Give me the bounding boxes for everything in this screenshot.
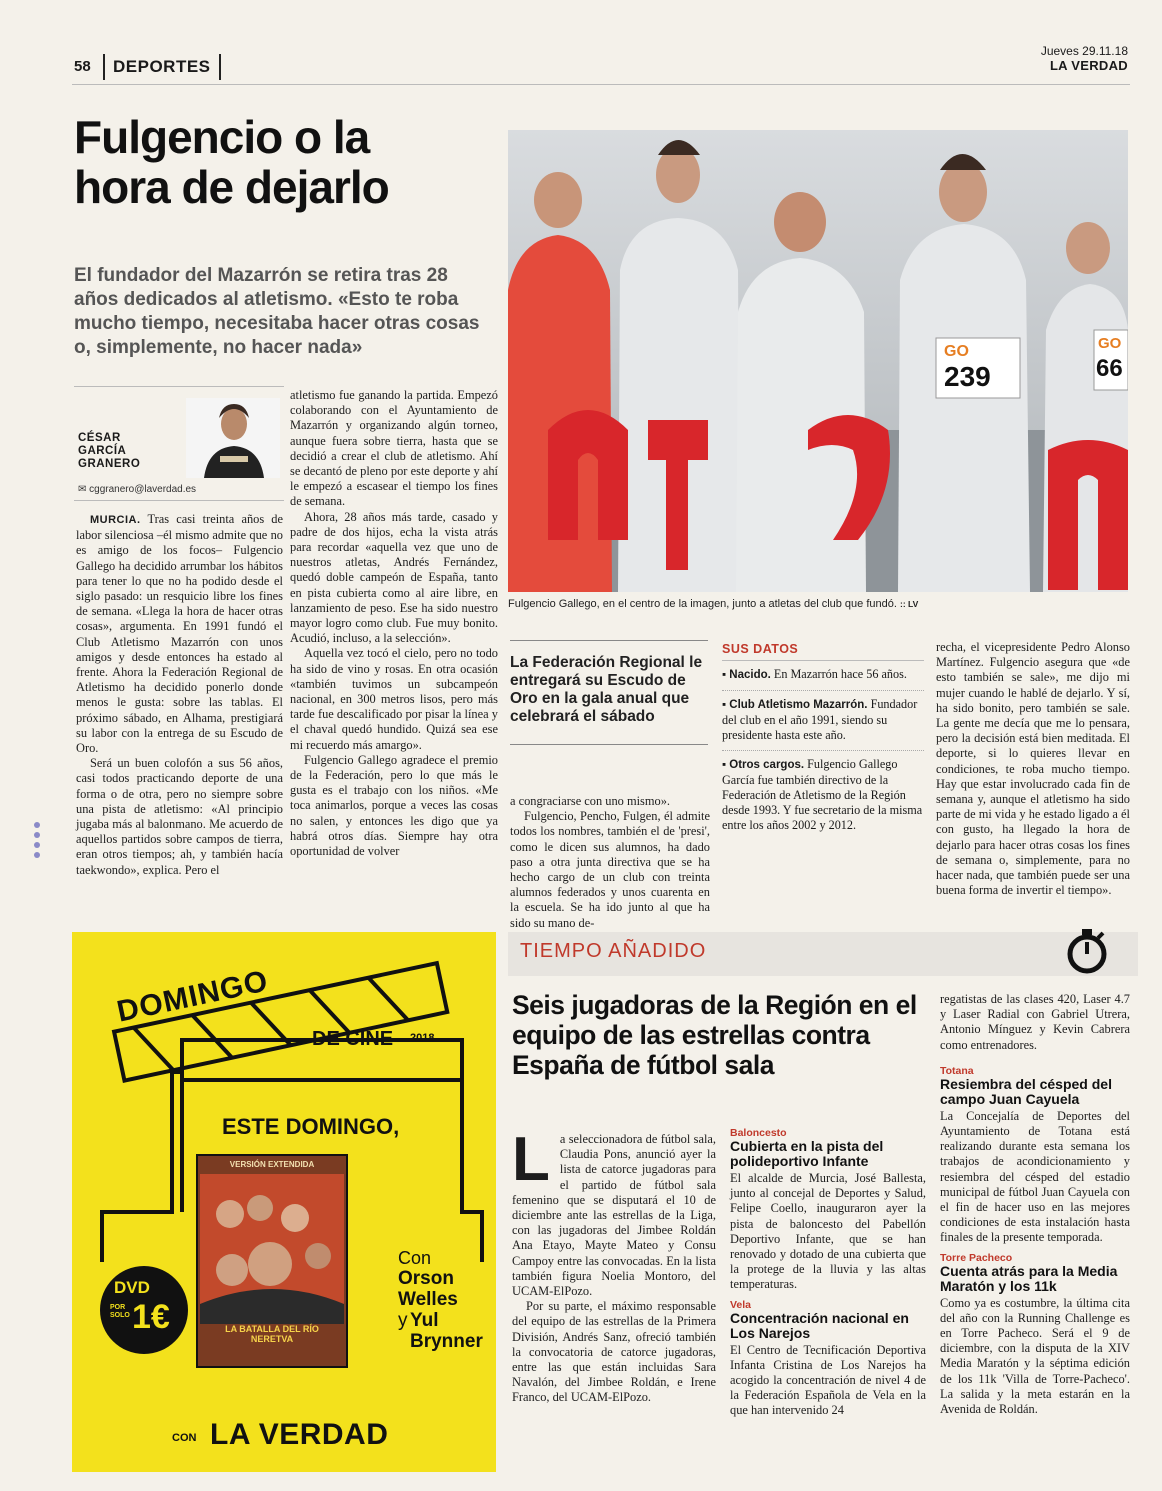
brief-headline: Concentración nacional en Los Narejos	[730, 1309, 909, 1341]
drop-cap: L	[512, 1125, 550, 1194]
bib-number-a: 239	[944, 361, 991, 392]
bib-brand-b: GO	[1098, 335, 1122, 352]
photo-credit: :: LV	[900, 599, 919, 609]
dvd-label: DVD	[114, 1278, 150, 1297]
bib-brand-a: GO	[944, 343, 969, 360]
brief-text: La Concejalía de Deportes del Ayuntamiento de Totana está realizando durante esta semana los trabajos de acondicionamiento y resiembra del césped del estadio municipal de fútbol Juan Cayuela con el fin de hacer uso en las mejores condiciones de esta instalación hasta finales de la presente temporada.	[940, 1108, 1130, 1245]
ad-title-cine: DE CINE	[312, 1028, 394, 1050]
article-column-5: recha, el vicepresidente Pedro Alonso Martínez. Fulgencio asegura que «de esto también se sale», me dijo mi mujer cuando le hablé de dejarlo. Y sí, ha sido bonito, pero también se sale. La gente me decía que me lo pensara, pero la decisión está bien meditada. El deporte, si lo quieres llevar en condiciones, te roba mucho tiempo. Hay que estar involucrado cada fin de semana y, aunque el atletismo ha sido parte de mi vida y he estado ligado a él con gusto, ha llegado la hora de dejarlo para hacer otras cosas los fines de semana o, simplemente, para no hacer nada, que también puede ser una buena forma de invertir el tiempo».	[936, 640, 1130, 898]
dvd-advertisement[interactable]	[72, 932, 496, 1472]
facts-box	[722, 642, 924, 840]
facts-title: SUS DATOS	[722, 642, 924, 661]
mail-icon: ✉	[78, 484, 87, 495]
photo-caption: Fulgencio Gallego, en el centro de la imagen, junto a atletas del club que fundó. :: LV	[508, 598, 919, 610]
article-column-1: MURCIA. Tras casi treinta años de labor silenciosa –él mismo admite que no es amigo de los focos– Fulgencio Gallego ha decidido arrumbar los hábitos para tener lo que no ha podido desde el siglo pasado: un resquicio libre los fines de semana. «Llega la hora de hacer otras cosas», argumenta. En 1991 fundó el Club Atletismo Mazarrón con unos amigos y desde entonces ha estado al frente. Ahora la Federación Regional de Atletismo ha decidido ponerlo donde menos le gusta: sobre las tablas. El próximo sábado, en Alhama, prestigiará su labor con la entrega de su Escudo de Oro. Será un buen colofón a sus 56 años, casi todos practicando deporte de una forma o de otra, pero no siempre sobre una pista de atletismo: «Al principio jugaba más al balonmano. Me acuerdo de aquellos partidos sobre campos de tierra, eran otros tiempos; ah, y también hacía taekwondo», explica. Pero el	[76, 512, 284, 877]
dvd-cover	[196, 1154, 348, 1368]
brief-column-3	[940, 992, 1130, 1417]
author-byline: CÉSAR GARCÍA GRANERO	[78, 432, 141, 470]
brief-text-continued: regatistas de las clases 420, Laser 4.7 y Laser Radial con Gabriel Utrera, Antonio Mínguez y Kevin Cabrera como entrenadores.	[940, 992, 1130, 1052]
author-email[interactable]: ✉ cggranero@laverdad.es	[78, 484, 197, 495]
ad-este-domingo: ESTE DOMINGO,	[222, 1114, 400, 1139]
ad-actor-2: Yul Brynner	[410, 1310, 483, 1352]
brief-text: Como ya es costumbre, la última cita del año con la Running Challenge es en Torre Pacheco. Será el 9 de diciembre, con la disputa de la XIV Media Maratón y la séptima edición de los 11k 'Villa de Torre-Pacheco'. La salida y la meta estarán en la Avenida de Roldán.	[940, 1295, 1130, 1417]
bib-number-b: 66	[1096, 355, 1123, 382]
brief-headline: Cuenta atrás para la Media Maratón y los 11k	[940, 1262, 1118, 1294]
brief-headline-main: Seis jugadoras de la Región en el equipo de las estrellas contra España de fútbol sala	[512, 990, 917, 1080]
pullquote-rule-bottom	[510, 744, 708, 745]
price-label: 1€	[132, 1298, 170, 1336]
article-subhead: El fundador del Mazarrón se retira tras 28 años dedicados al atletismo. «Esto te roba mucho tiempo, necesitaba hacer otras cosas o, simplemente, no hacer nada»	[74, 265, 480, 358]
newspaper-name: LA VERDAD	[1049, 58, 1128, 73]
article-column-3: a congraciarse con uno mismo». Fulgencio, Pencho, Fulgen, él admite todos los nombres, también el de 'presi', como le dicen sus alumnos, ha dado paso a otra junta directiva que se ha hecho cargo de un club con treinta alumnos federados y unos cuarenta en la escuela. Se ha ido junto al que ha sido su mano de-	[510, 794, 710, 930]
brief-tag: Vela	[730, 1298, 752, 1311]
pull-quote: La Federación Regional le entregará su Escudo de Oro en la gala anual que celebrará el sábado	[510, 654, 703, 725]
author-photo	[186, 398, 280, 478]
ad-title-domingo: DOMINGO	[114, 964, 272, 1029]
brief-tag: Totana	[940, 1064, 974, 1077]
headline-line-1: Fulgencio o la	[74, 111, 370, 163]
facts-item: ▪ Club Atletismo Mazarrón. Fundador del club en el año 1991, siendo su presidente hasta este año.	[722, 691, 924, 751]
section-label: DEPORTES	[103, 54, 221, 80]
ad-con-small: CON	[172, 1432, 197, 1444]
brief-main-story: La seleccionadora de fútbol sala, Claudia Pons, anunció ayer la lista de catorce jugadoras para el partido de fútbol sala femenino que se disputará el 10 de diciembre ante las estrellas de la Liga, con las jugadoras del Jimbee Roldán Ana Etayo, Mayte Mateo y Consu Campoy entre las convocadas. En la lista también figura Noelia Montoro, del UCAM-ElPozo. Por su parte, el máximo responsable del equipo de las estrellas de la Primera División, Andrés Sanz, ofreció también la convocatoria de catorce jugadoras, entre las que están incluidas Sara Navalón, del Jimbee Roldán, e Irene Franco, del UCAM-ElPozo.	[512, 1125, 716, 1405]
facts-item: ▪ Otros cargos. Fulgencio Gallego García fue también directivo de la Federación de Atletismo de la Región desde 1993. Y fue secretario de la misma entre los años 2002 y 2012.	[722, 757, 923, 832]
dvd-cover-title: LA BATALLA DEL RÍO NERETVA	[225, 1324, 319, 1344]
article-column-2: atletismo fue ganando la partida. Empezó colaborando con el Ayuntamiento de Mazarrón y organizando algún torneo, aunque fuera sobre tierra, hasta que se decidió a crear el club de atletismo. Ahí se decantó de pleno por este deporte y ahí le empezó a escasear el tiempo los fines de semana. Ahora, 28 años más tarde, casado y padre de dos hijos, echa la vista atrás para recordar «aquella vez que uno de nuestros atletas, Andrés Fernández, quedó doble campeón de España, tanto en pista cubierta como al aire libre, en lanzamiento de peso. Ese ha sido nuestro mayor logro como club. Fue muy bonito. Acudió, incluso, a la selección». Aquella vez tocó el cielo, pero no todo ha sido de vino y rosas. En otra ocasión «también tuvimos un subcampeón nacional, en 300 metros lisos, pero más tarde fue descalificado por pisar la línea y el chaval quedó hundido. Quizá sea ese mi recuerdo más amargo». Fulgencio Gallego agradece el premio de la Federación, pero lo que más le gusta es el trabajo con los niños. «Me toca animarlos, porque a veces las cosas no salen, y entonces les digo que ya habrá otros días. Siempre hay otra oportunidad de volver	[290, 388, 498, 859]
article-paragraph: Será un buen colofón a sus 56 años, casi todos practicando deporte de una forma o de otra, pero no siempre sobre una pista de atletismo: «Al principio jugaba más al balonmano. Me acuerdo de aquellos partidos sobre campos de tierra, eran otros tiempos; ah, y también hacía taekwondo», explica. Pero el	[76, 756, 283, 877]
byline-rule	[74, 500, 284, 501]
ad-actor-1: Orson Welles	[398, 1268, 458, 1310]
headline-line-2: hora de dejarlo	[74, 161, 389, 213]
ad-brand: LA VERDAD	[210, 1418, 389, 1451]
page-number: 58	[74, 58, 91, 75]
header-rule	[72, 84, 1130, 85]
ad-con: Con	[398, 1248, 432, 1268]
por-solo-label: POR SOLO	[110, 1304, 130, 1319]
facts-item: ▪ Nacido. En Mazarrón hace 56 años.	[722, 661, 924, 691]
margin-dots	[34, 818, 42, 862]
brief-text: El alcalde de Murcia, José Ballesta, junto al concejal de Deportes y Salud, Felipe Coello, inauguraron ayer la pista de baloncesto del Pabellón Deportivo Infante, que se han renovado y dotado de una cubierta que la protege de la lluvia y las altas temperaturas.	[730, 1171, 926, 1292]
ad-year: 2018	[410, 1032, 435, 1044]
brief-text: El Centro de Tecnificación Deportiva Infanta Cristina de Los Narejos ha acogido la concentración de nivel 4 de la Federación Española de Vela en la que han intervenido 24	[730, 1342, 926, 1418]
ad-actor-y: y	[398, 1310, 408, 1331]
stopwatch-icon	[1062, 926, 1112, 976]
section-banner-label: TIEMPO AÑADIDO	[520, 940, 707, 962]
pullquote-rule-top	[510, 640, 708, 641]
dvd-cover-label: VERSIÓN EXTENDIDA	[229, 1160, 315, 1169]
issue-date: Jueves 29.11.18	[1040, 44, 1128, 58]
brief-headline: Resiembra del césped del campo Juan Cayuela	[940, 1075, 1112, 1107]
article-photo	[508, 130, 1128, 592]
brief-column-2	[730, 1127, 926, 1419]
brief-tag: Baloncesto	[730, 1127, 787, 1139]
brief-headline: Cubierta en la pista del polideportivo Infante	[730, 1138, 884, 1169]
author-rule	[74, 386, 284, 387]
dateline-city: MURCIA.	[90, 514, 141, 526]
article-headline	[74, 112, 494, 212]
brief-tag: Torre Pacheco	[940, 1251, 1013, 1264]
